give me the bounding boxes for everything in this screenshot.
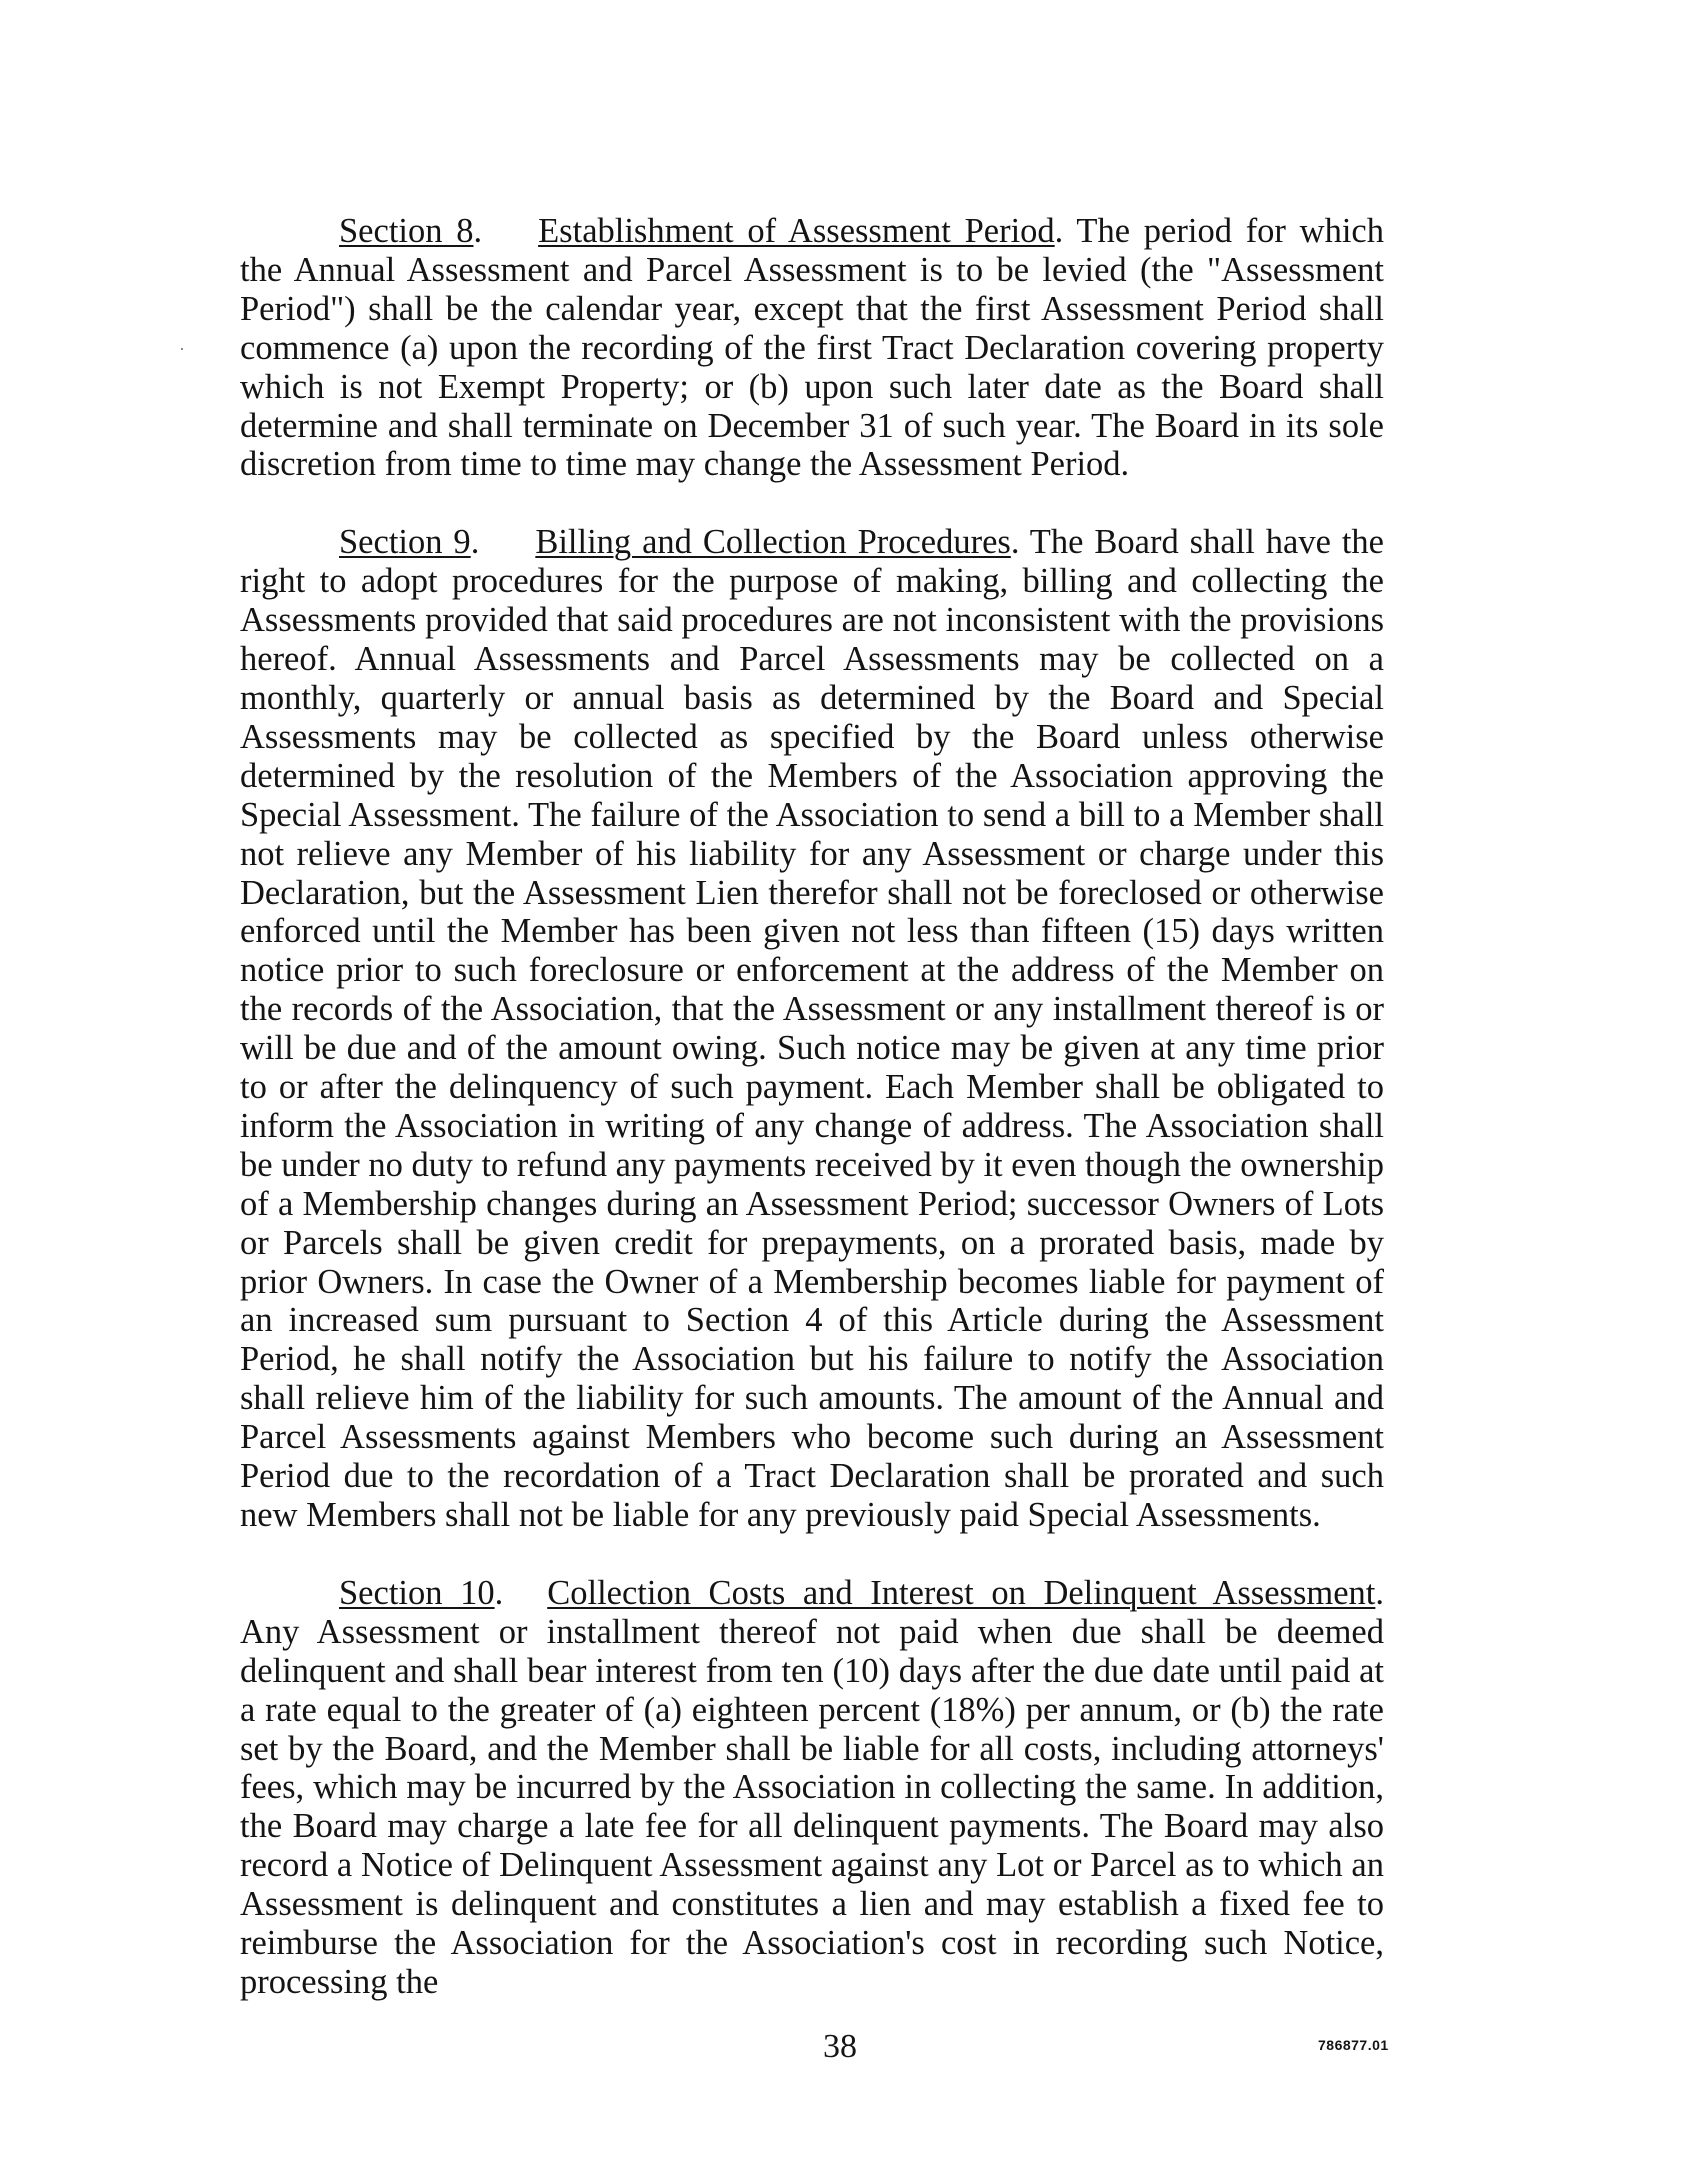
section-9-body: The Board shall have the right to adopt procedures for the purpose of making, billing and collecting the Assessments provided that said procedures are not inconsistent with the provisions hereof. Annual Assessments and Parcel Assessments may be collected on a monthly, quarterly or annual basis as determined by the Board and Special Assessments may be collected as specified by the Board unless otherwise determined by the resolution of the Members of the Association approving the Special Assessment. The failure of the Association to send a bill to a Member shall not relieve any Member of his liability for any Assessment or charge under this Declaration, but the Assessment Lien therefor shall not be foreclosed or otherwise enforced until the Member has been given not less than fifteen (15) days written notice prior to such foreclosure or enforcement at the address of the Member on the records of the Association, that the Assessment or any installment thereof is or will be due and of the amount owing. Such notice may be given at any time prior to or after the delinquency of such payment. Each Member shall be obligated to inform the Association in writing of any change of address. The Association shall be under no duty to refund any payments received by it even though the ownership of a Membership changes during an Assessment Period; successor Owners of Lots or Parcels shall be given credit for prepayments, on a prorated basis, made by prior Owners. In case the Owner of a Membership becomes liable for payment of an increased sum pursuant to Section 4 of this Article during the Assessment Period, he shall notify the Association but his failure to notify the Association shall relieve him of the liability for such amounts. The amount of the Annual and Parcel Assessments against Members who become such during an Assessment Period due to the recordation of a Tract Declaration shall be prorated and such new Members shall not be liable for any previously paid Special Assessments.	[240, 523, 1384, 1534]
section-10-body: Any Assessment or installment thereof not paid when due shall be deemed delinquent and shall bear interest from ten (10) days after the due date until paid at a rate equal to the greater of (a) eighteen percent (18%) per annum, or (b) the rate set by the Board, and the Member shall be liable for all costs, including attorneys' fees, which may be incurred by the Association in collecting the same. In addition, the Board may charge a late fee for all delinquent payments. The Board may also record a Notice of Delinquent Assessment against any Lot or Parcel as to which an Assessment is delinquent and constitutes a lien and may establish a fixed fee to reimburse the Association for the Association's cost in recording such Notice, processing the	[240, 1612, 1384, 2001]
document-id: 786877.01	[1318, 2037, 1389, 2053]
section-9-title: Billing and Collection Procedures	[535, 523, 1011, 562]
section-10-number: Section 10	[339, 1573, 495, 1612]
section-9-paragraph: Section 9. Billing and Collection Procedures. The Board shall have the right to adopt procedures for the purpose of making, billing and collecting the Assessments provided that said procedures are not inconsistent with the provisions hereof. Annual Assessments and Parcel Assessments may be collected on a monthly, quarterly or annual basis as determined by the Board and Special Assessments may be collected as specified by the Board unless otherwise determined by the resolution of the Members of the Association approving the Special Assessment. The failure of the Association to send a bill to a Member shall not relieve any Member of his liability for any Assessment or charge under this Declaration, but the Assessment Lien therefor shall not be foreclosed or otherwise enforced until the Member has been given not less than fifteen (15) days written notice prior to such foreclosure or enforcement at the address of the Member on the records of the Association, that the Assessment or any installment thereof is or will be due and of the amount owing. Such notice may be given at any time prior to or after the delinquency of such payment. Each Member shall be obligated to inform the Association in writing of any change of address. The Association shall be under no duty to refund any payments received by it even though the ownership of a Membership changes during an Assessment Period; successor Owners of Lots or Parcels shall be given credit for prepayments, on a prorated basis, made by prior Owners. In case the Owner of a Membership becomes liable for payment of an increased sum pursuant to Section 4 of this Article during the Assessment Period, he shall notify the Association but his failure to notify the Association shall relieve him of the liability for such amounts. The amount of the Annual and Parcel Assessments against Members who become such during an Assessment Period due to the recordation of a Tract Declaration shall be prorated and such new Members shall not be liable for any previously paid Special Assessments.	[240, 523, 1384, 1534]
section-8-number: Section 8	[339, 212, 474, 250]
section-8-body: The period for which the Annual Assessment and Parcel Assessment is to be levied (the "Assessment Period") shall be the calendar year, except that the first Assessment Period shall commence (a) upon the recording of the first Tract Declaration covering property which is not Exempt Property; or (b) upon such later date as the Board shall determine and shall terminate on December 31 of such year. The Board in its sole discretion from time to time may change the Assessment Period.	[240, 212, 1384, 484]
section-8-paragraph: Section 8. Establishment of Assessment Period. The period for which the Annual Assessment and Parcel Assessment is to be levied (the "Assessment Period") shall be the calendar year, except that the first Assessment Period shall commence (a) upon the recording of the first Tract Declaration covering property which is not Exempt Property; or (b) upon such later date as the Board shall determine and shall terminate on December 31 of such year. The Board in its sole discretion from time to time may change the Assessment Period.	[240, 212, 1384, 484]
scan-speck	[181, 348, 183, 350]
document-body	[240, 212, 1384, 2041]
section-10-paragraph: Section 10. Collection Costs and Interest on Delinquent Assessment. Any Assessment or installment thereof not paid when due shall be deemed delinquent and shall bear interest from ten (10) days after the due date until paid at a rate equal to the greater of (a) eighteen percent (18%) per annum, or (b) the rate set by the Board, and the Member shall be liable for all costs, including attorneys' fees, which may be incurred by the Association in collecting the same. In addition, the Board may charge a late fee for all delinquent payments. The Board may also record a Notice of Delinquent Assessment against any Lot or Parcel as to which an Assessment is delinquent and constitutes a lien and may establish a fixed fee to reimburse the Association for the Association's cost in recording such Notice, processing the	[240, 1573, 1384, 2001]
section-9-number: Section 9	[339, 523, 471, 562]
section-8-title: Establishment of Assessment Period	[538, 212, 1055, 250]
page-number: 38	[823, 2028, 857, 2065]
section-10-title: Collection Costs and Interest on Delinquent Assessment	[547, 1573, 1376, 1612]
